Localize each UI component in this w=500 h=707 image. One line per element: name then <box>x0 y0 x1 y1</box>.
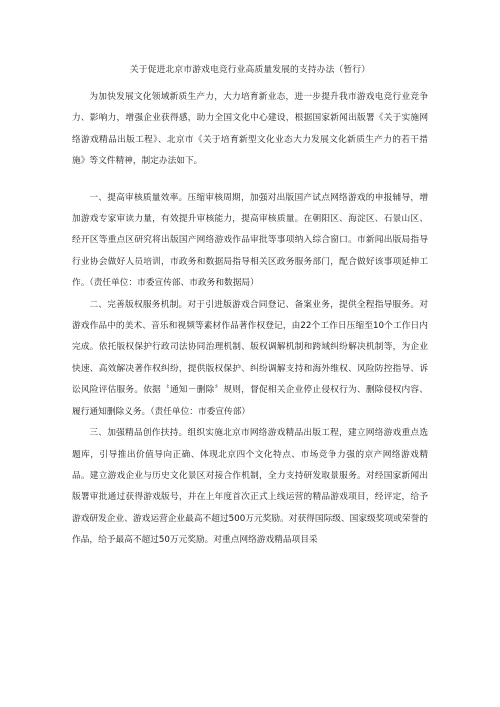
document-title: 关于促进北京市游戏电竞行业高质量发展的支持办法（暂行） <box>129 65 371 75</box>
paragraph-preamble: 为加快发展文化领域新质生产力，大力培育新业态，进一步提升我市游戏电竞行业竞争力、影响力，增强企业获得感，助力全国文化中心建设，根据国家新闻出版署《关于实施网络游戏精品出版工程》、北京市《关于培育新型文化业态大力发展文化新质生产力的若干措施》等文件精神，制定办法如下。 <box>72 92 428 167</box>
paragraph-spacer <box>72 173 428 188</box>
paragraph-copyright-service: 二、完善版权服务机制。对于引进版游戏合同登记、备案业务，提供全程指导服务。对游戏作品中的美术、音乐和视频等素材作品著作权登记，由22个工作日压缩至10个工作日内完成。依托版权保护行政司法协同治理机制、版权调解机制和跨域纠纷解决机制等，为企业快速、高效解决著作权纠纷，提供版权保护、纠纷调解支持和海外维权、风险防控指导、诉讼风险评估服务。依据〝通知－删除〞规则，督促相关企业停止侵权行为、删除侵权内容、履行通知删除义务。（责任单位：市委宣传部） <box>72 299 428 417</box>
paragraph-review-efficiency: 一、提高审核质量效率。压缩审核周期，加强对出版国产试点网络游戏的申报辅导，增加游戏专家审读力量，有效提升审核能力，提高审核质量。在朝阳区、海淀区、石景山区、经开区等重点区研究将出版国产网络游戏作品审批等事项纳入综合窗口。市新闻出版局指导行业协会做好人员培训，市政务和数据局指导相关区政务服务部门，配合做好该事项延伸工作。（责任单位：市委宣传部、市政务和数据局） <box>72 192 428 289</box>
paragraph-quality-support: 三、加强精品创作扶持。组织实施北京市网络游戏精品出版工程，建立网络游戏重点选题库，引导推出价值导向正确、体现北京四个文化特点、市场竞争力强的京产网络游戏精品。建立游戏企业与历史文化景区对接合作机制，全力支持研发取景服务。对经国家新闻出版署审批通过获得游戏版号，并在上年度首次正式上线运营的精品游戏项目，经评定，给予游戏研发企业、游戏运营企业最高不超过500万元奖励。对获得国际级、国家级奖项或荣誉的作品，给予最高不超过50万元奖励。对重点网络游戏精品项目采 <box>72 428 428 546</box>
